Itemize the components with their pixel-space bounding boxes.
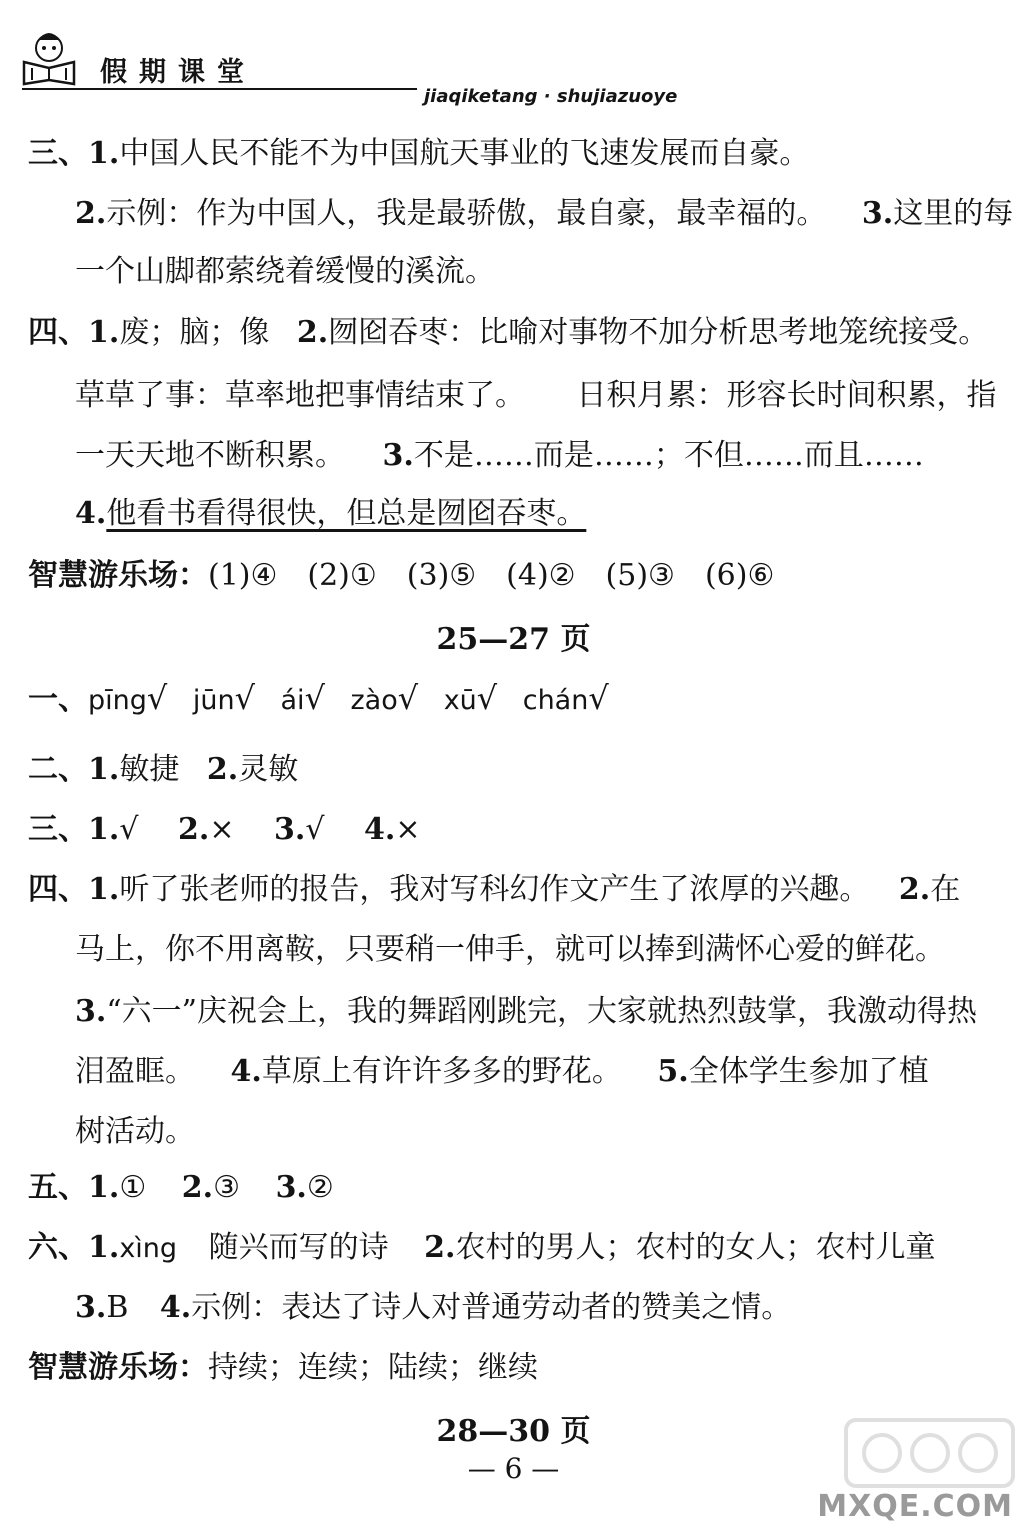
answer-text: √ (119, 812, 139, 847)
answer-text: 在 (930, 872, 961, 907)
answer-text: 全体学生参加了植 (688, 1054, 929, 1089)
answer-line (28, 313, 988, 353)
check-mark: √ (397, 679, 419, 717)
answer-text: 听了张老师的报告，我对写科幻作文产生了浓厚的兴趣。 (119, 872, 870, 907)
answer-line (75, 930, 945, 970)
question-number: 三、1. (28, 136, 120, 171)
check-mark: √ (146, 679, 168, 717)
answer-text: × (395, 812, 421, 847)
answer-text: ② (306, 1170, 334, 1205)
pinyin: xìng (119, 1233, 178, 1264)
answer-text: 灵敏 (238, 752, 299, 787)
check-mark: √ (304, 679, 325, 717)
answer-text: B (106, 1290, 129, 1325)
check-mark: √ (476, 679, 498, 717)
pinyin: chán (522, 685, 589, 716)
watermark-text: MXQE.COM (817, 1489, 1013, 1524)
answer-text: ③ (213, 1170, 241, 1205)
question-number: 2. (424, 1230, 456, 1265)
answer-text: 马上，你不用离鞍，只要稍一伸手，就可以捧到满怀心爱的鲜花。 (75, 932, 945, 967)
answer-line (75, 1288, 791, 1328)
answer-text: 日积月累：形容长时间积累，指 (576, 378, 997, 413)
answer-text: 树活动。 (75, 1114, 195, 1149)
answer-text: × (209, 812, 235, 847)
answer-text: 废；脑；像 (119, 315, 270, 350)
question-number: 2. (296, 315, 329, 350)
answer-line (75, 436, 924, 476)
question-number: 六、1. (28, 1230, 120, 1265)
answer-text: 示例：作为中国人，我是最骄傲，最自豪，最幸福的。 (106, 196, 827, 231)
question-number: 4. (230, 1054, 262, 1089)
answer-text: 这里的每 (893, 196, 1014, 231)
question-number: 3. (274, 812, 306, 847)
check-mark: √ (234, 679, 255, 717)
question-number: 3. (75, 1290, 107, 1325)
question-number: 3. (75, 994, 107, 1029)
answer-text: √ (305, 812, 325, 847)
answer-text: 他看书看得很快，但总是囫囵吞枣。 (106, 496, 587, 531)
answer-text: 示例：表达了诗人对普通劳动者的赞美之情。 (191, 1290, 792, 1325)
question-number: 二、1. (28, 752, 120, 787)
question-number: 2. (898, 872, 931, 907)
pinyin: jūn (192, 685, 235, 716)
answer-line (75, 1052, 929, 1092)
pinyin: zào (350, 685, 398, 716)
answer-text: 草草了事：草率地把事情结束了。 (75, 378, 525, 413)
section-label: 智慧游乐场： (28, 1350, 208, 1385)
answer-line (28, 810, 420, 850)
question-number: 3. (861, 196, 894, 231)
answer-text: 随兴而写的诗 (208, 1230, 389, 1265)
section-title: 25—27 页 (436, 622, 591, 657)
section-title: 28—30 页 (436, 1414, 591, 1449)
answer-text: ① (119, 1170, 147, 1205)
answer-line (28, 1348, 538, 1388)
question-number: 4. (75, 496, 107, 531)
question-number: 五、1. (28, 1170, 120, 1205)
answer-text: (1)④ (2)① (3)⑤ (4)② (5)③ (6)⑥ (208, 558, 775, 593)
answer-line (75, 494, 586, 534)
question-number: 一、 (28, 682, 88, 717)
answer-line (28, 134, 809, 174)
question-number: 4. (364, 812, 396, 847)
page-number: — 6 — (467, 1452, 560, 1485)
answer-line (75, 376, 997, 416)
answer-text: 持续；连续；陆续；继续 (208, 1350, 538, 1385)
answer-line (75, 1112, 195, 1152)
answer-line (75, 992, 977, 1032)
pinyin: pīng (88, 685, 147, 716)
question-number: 2. (75, 196, 107, 231)
answer-text: 农村的男人；农村的女人；农村儿童 (455, 1230, 936, 1265)
section-label: 智慧游乐场： (28, 558, 208, 593)
answer-text: 草原上有许许多多的野花。 (261, 1054, 622, 1089)
answer-line (28, 1228, 935, 1269)
question-number: 四、1. (28, 872, 120, 907)
answer-line (28, 678, 609, 721)
answer-text: 不是……而是……；不但……而且…… (413, 438, 924, 473)
question-number: 4. (159, 1290, 192, 1325)
answer-text: “六一”庆祝会上，我的舞蹈刚跳完，大家就热烈鼓掌，我激动得热 (106, 994, 978, 1029)
answer-text: 一个山脚都萦绕着缓慢的溪流。 (75, 254, 495, 289)
header-subtitle: jiaqiketang · shujiazuoye (424, 86, 678, 107)
question-number: 2. (181, 1170, 214, 1205)
header-title: 假期课堂 (100, 57, 256, 88)
question-number: 2. (178, 812, 210, 847)
header-divider (22, 88, 417, 90)
book-reader-logo-icon (18, 28, 80, 86)
check-mark: √ (588, 679, 609, 717)
question-number: 3. (382, 438, 414, 473)
answer-text: 一天天地不断积累。 (75, 438, 345, 473)
answer-line (28, 556, 774, 596)
question-number: 3. (275, 1170, 307, 1205)
answer-line (28, 870, 960, 910)
answer-text: 泪盈眶。 (75, 1054, 195, 1089)
answer-text: 中国人民不能不为中国航天事业的飞速发展而自豪。 (119, 136, 810, 171)
answer-text: 敏捷 (119, 752, 180, 787)
question-number: 三、1. (28, 812, 120, 847)
answer-line (28, 1168, 334, 1208)
answer-line (28, 750, 298, 790)
question-number: 2. (206, 752, 239, 787)
pinyin: xū (443, 685, 477, 716)
pinyin: ái (280, 685, 305, 716)
question-number: 四、1. (28, 315, 120, 350)
answer-text: 囫囵吞枣：比喻对事物不加分析思考地笼统接受。 (328, 315, 989, 350)
answer-line (75, 194, 1013, 234)
question-number: 5. (657, 1054, 689, 1089)
answer-line (75, 252, 495, 292)
